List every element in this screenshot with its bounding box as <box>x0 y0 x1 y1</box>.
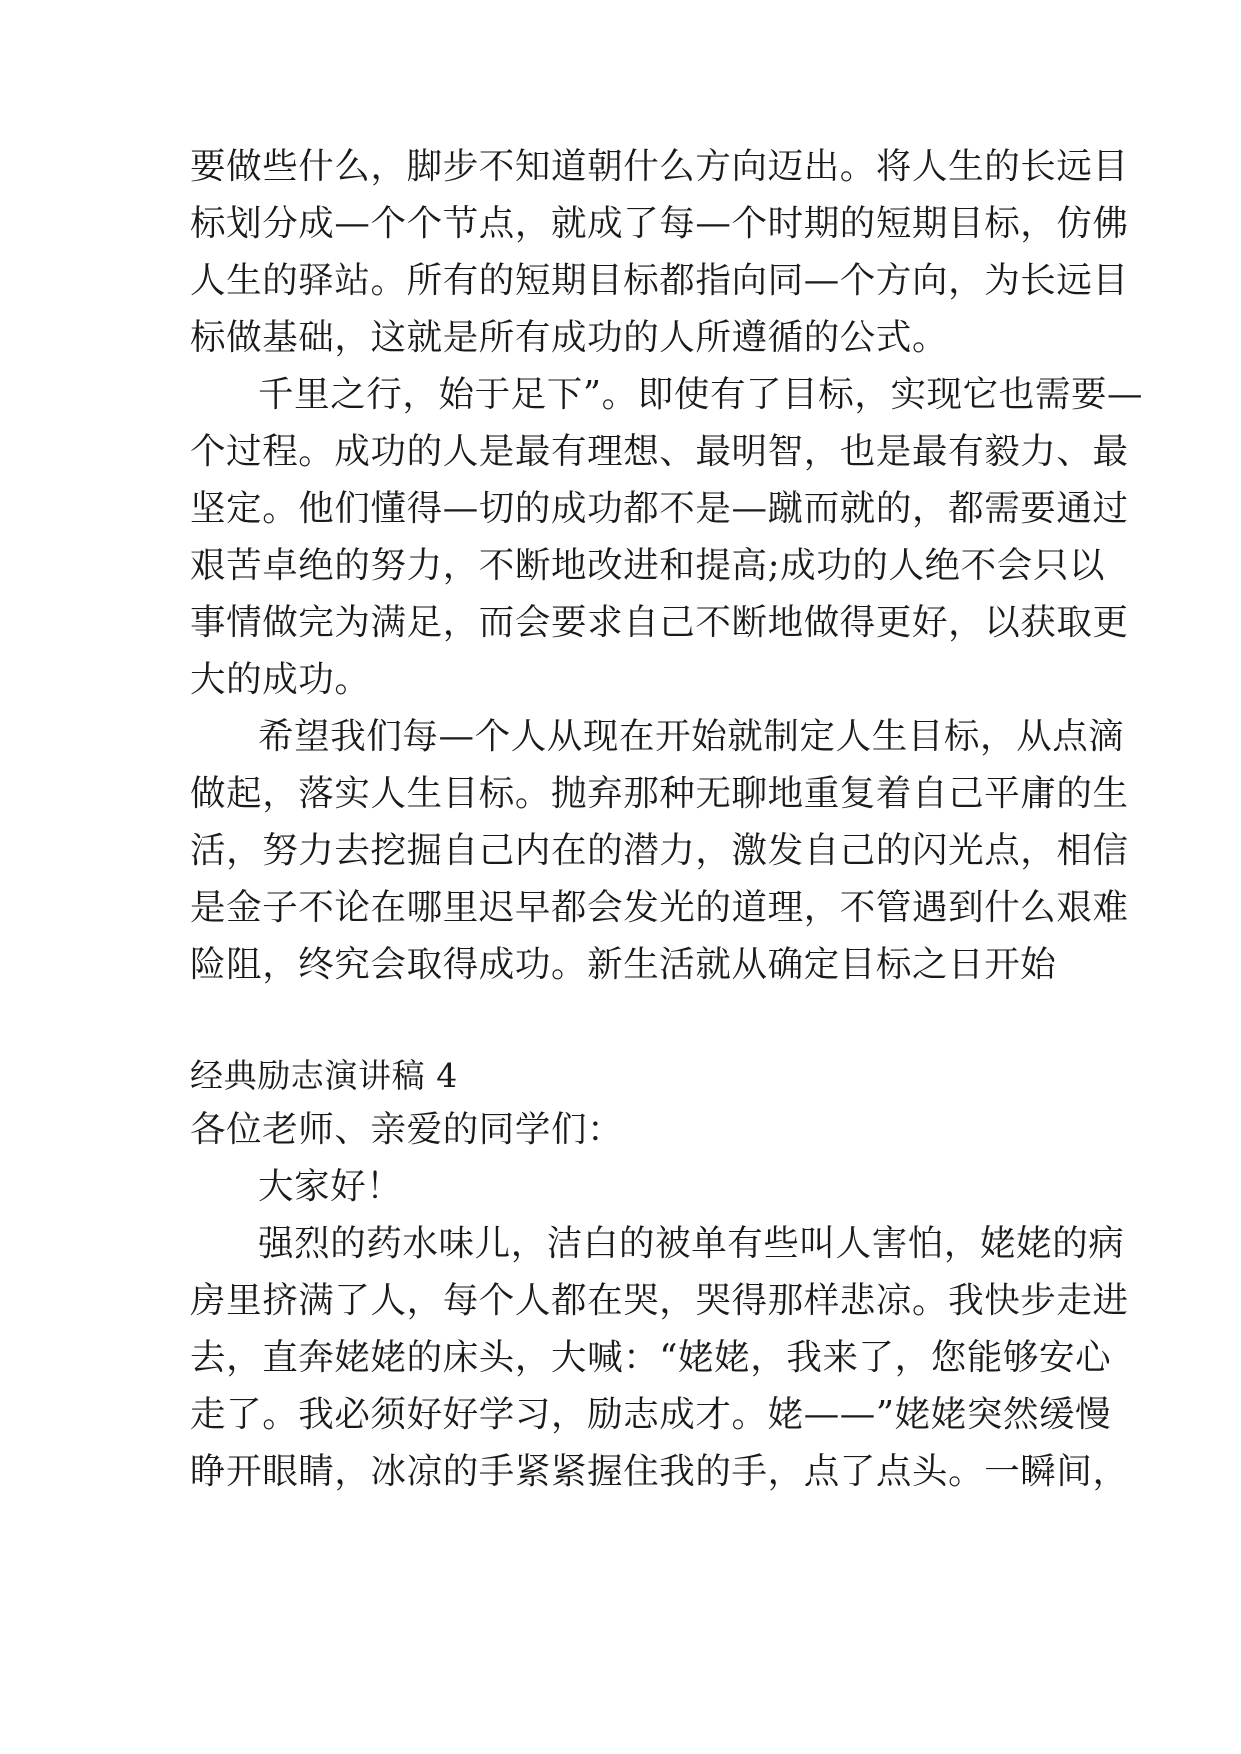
paragraph-line: 大的成功。 <box>190 659 371 700</box>
paragraph-line: 房里挤满了人，每个人都在哭，哭得那样悲凉。我快步走进 <box>190 1280 1129 1321</box>
paragraph-line: 希望我们每—个人从现在开始就制定人生目标，从点滴 <box>258 716 1125 757</box>
paragraph-line: 要做些什么，脚步不知道朝什么方向迈出。将人生的长远目 <box>190 146 1129 187</box>
paragraph-line: 人生的驿站。所有的短期目标都指向同—个方向，为长远目 <box>190 260 1129 301</box>
paragraph-line: 标划分成—个个节点，就成了每—个时期的短期目标，仿佛 <box>190 203 1129 244</box>
speech-title: 经典励志演讲稿 4 <box>190 1056 458 1095</box>
paragraph-line: 个过程。成功的人是最有理想、最明智，也是最有毅力、最 <box>190 431 1129 472</box>
paragraph-line: 艰苦卓绝的努力，不断地改进和提高;成功的人绝不会只以 <box>190 545 1106 586</box>
paragraph-line: 是金子不论在哪里迟早都会发光的道理，不管遇到什么艰难 <box>190 887 1129 928</box>
salutation: 各位老师、亲爱的同学们： <box>190 1109 624 1150</box>
paragraph-line: 活，努力去挖掘自己内在的潜力，激发自己的闪光点，相信 <box>190 830 1129 871</box>
paragraph-line: 险阻，终究会取得成功。新生活就从确定目标之日开始 <box>190 944 1057 985</box>
paragraph-line: 事情做完为满足，而会要求自己不断地做得更好，以获取更 <box>190 602 1129 643</box>
paragraph-line: 标做基础，这就是所有成功的人所遵循的公式。 <box>190 317 949 358</box>
paragraph-line: 去，直奔姥姥的床头，大喊：“姥姥，我来了，您能够安心 <box>190 1337 1112 1378</box>
paragraph-line: 千里之行，始于足下”。即使有了目标，实现它也需要— <box>258 374 1144 415</box>
paragraph-line: 走了。我必须好好学习，励志成才。姥——”姥姥突然缓慢 <box>190 1394 1112 1435</box>
paragraph-line: 坚定。他们懂得—切的成功都不是—蹴而就的，都需要通过 <box>190 488 1129 529</box>
paragraph-line: 强烈的药水味儿，洁白的被单有些叫人害怕，姥姥的病 <box>258 1223 1125 1264</box>
greeting: 大家好！ <box>258 1166 403 1207</box>
paragraph-line: 做起，落实人生目标。抛弃那种无聊地重复着自己平庸的生 <box>190 773 1129 814</box>
paragraph-line: 睁开眼睛，冰凉的手紧紧握住我的手，点了点头。一瞬间， <box>190 1451 1129 1492</box>
